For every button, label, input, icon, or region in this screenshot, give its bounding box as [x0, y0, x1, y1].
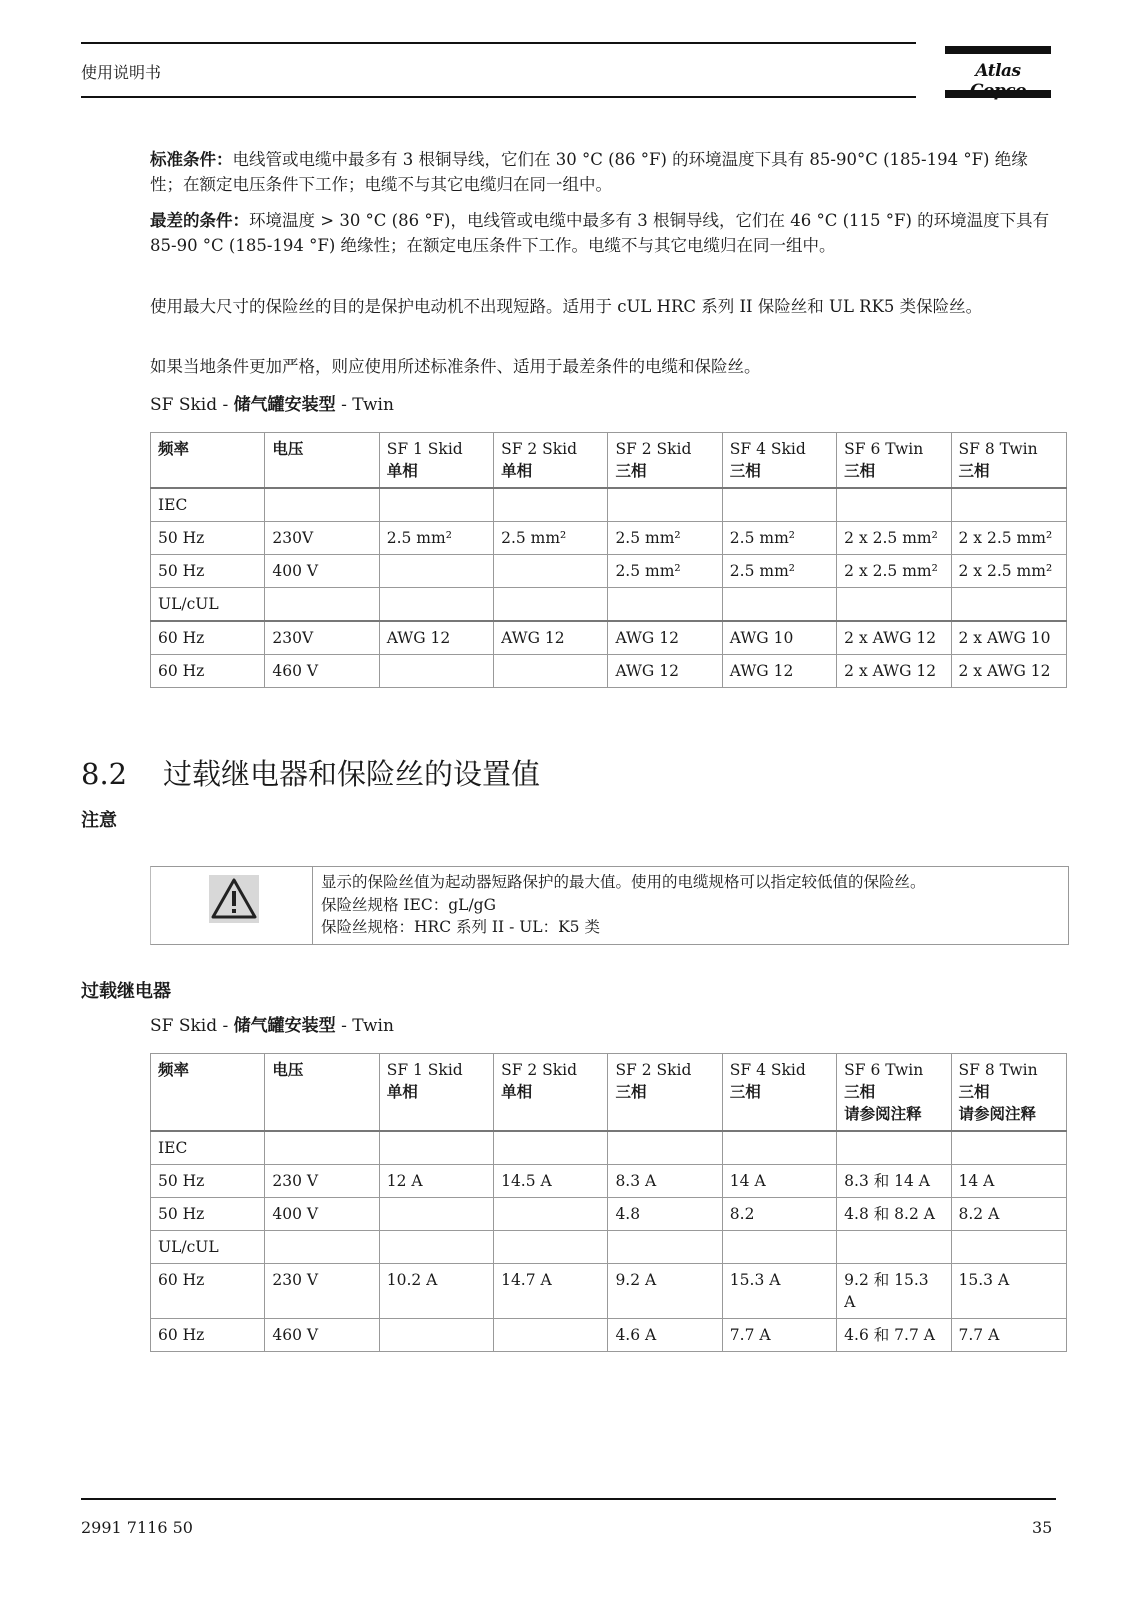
table-header-row	[151, 433, 1067, 489]
table-cell: 60 Hz	[151, 1264, 265, 1319]
table-cell: 8.3 A	[608, 1165, 722, 1198]
table-cell: 4.6 和 7.7 A	[837, 1319, 951, 1352]
table-cell: 2.5 mm²	[608, 555, 722, 588]
column-header-line: SF 4 Skid	[729, 1061, 806, 1079]
table-cell	[608, 488, 722, 522]
column-header-line: 频率	[158, 440, 190, 458]
standard-conditions-text: 电线管或电缆中最多有 3 根铜导线，它们在 30 °C (86 °F) 的环境温度下具有 85-90°C (185-194 °F) 绝缘性；在额定电压条件下工作；电缆不与其它电缆归在同一组中。	[150, 150, 1028, 194]
table-cell: 2 x 2.5 mm²	[951, 522, 1066, 555]
column-header-line: SF 8 Twin	[958, 1061, 1038, 1079]
worst-conditions-label: 最差的条件：	[150, 211, 249, 230]
table-row	[151, 522, 1067, 555]
table-cell: 4.6 A	[608, 1319, 722, 1352]
table-cell: 2 x AWG 12	[951, 655, 1066, 688]
table-cell	[265, 588, 379, 622]
table-cell: 230V	[265, 522, 379, 555]
table-cell	[608, 588, 722, 622]
table-row	[151, 588, 1067, 622]
table-cell	[608, 1131, 722, 1165]
table-cell: 7.7 A	[951, 1319, 1066, 1352]
notice-line: 保险丝规格：HRC 系列 II - UL：K5 类	[321, 918, 600, 936]
table-cell: 4.8	[608, 1198, 722, 1231]
table-cell: 10.2 A	[379, 1264, 493, 1319]
notice-text	[321, 871, 1061, 939]
table-cell: 460 V	[265, 655, 379, 688]
section-heading	[81, 752, 540, 793]
table-cell	[722, 488, 836, 522]
table-cell	[379, 655, 493, 688]
document-type-label: 使用说明书	[81, 63, 162, 82]
table-cell: 230 V	[265, 1264, 379, 1319]
column-header-line: 单相	[501, 1083, 533, 1101]
column-header-line: 三相	[844, 1083, 876, 1101]
notice-line: 保险丝规格 IEC：gL/gG	[321, 895, 496, 914]
table-cell	[494, 1319, 608, 1352]
section-title: 过载继电器和保险丝的设置值	[163, 757, 541, 791]
table-cell	[265, 1231, 379, 1264]
cable-size-table	[150, 432, 1067, 688]
column-header-line: SF 4 Skid	[729, 440, 806, 458]
table-row	[151, 1131, 1067, 1165]
table-cell: AWG 10	[722, 621, 836, 655]
standard-conditions-label: 标准条件：	[150, 150, 233, 169]
table-cell: 14 A	[951, 1165, 1066, 1198]
table-cell	[494, 655, 608, 688]
table-cell	[265, 1131, 379, 1165]
table-cell: 460 V	[265, 1319, 379, 1352]
table-cell	[837, 1231, 951, 1264]
table-cell	[494, 555, 608, 588]
table-cell	[494, 588, 608, 622]
table-cell: 2.5 mm²	[379, 522, 493, 555]
fuse-purpose-paragraph: 使用最大尺寸的保险丝的目的是保护电动机不出现短路。适用于 cUL HRC 系列 II 保险丝和 UL RK5 类保险丝。	[150, 297, 983, 316]
table-cell: AWG 12	[722, 655, 836, 688]
table-cell: 9.2 和 15.3 A	[837, 1264, 951, 1319]
table-row	[151, 488, 1067, 522]
table-cell: 15.3 A	[951, 1264, 1066, 1319]
table-cell	[722, 588, 836, 622]
table-cell: 2.5 mm²	[722, 522, 836, 555]
column-header-line: 三相	[844, 462, 876, 480]
table-cell	[951, 1231, 1066, 1264]
table-cell: 2.5 mm²	[722, 555, 836, 588]
column-header	[722, 433, 836, 489]
table-cell	[379, 1319, 493, 1352]
table-cell	[379, 488, 493, 522]
column-header-line: 三相	[729, 1083, 761, 1101]
column-header	[379, 433, 493, 489]
table-cell: 2.5 mm²	[494, 522, 608, 555]
table-cell: 4.8 和 8.2 A	[837, 1198, 951, 1231]
column-header-line: SF 2 Skid	[501, 440, 578, 458]
table-cell	[951, 1131, 1066, 1165]
cable-table-caption: SF Skid - 储气罐安装型 - Twin	[150, 395, 394, 415]
notice-box	[150, 866, 1069, 945]
column-header	[608, 1054, 722, 1132]
table-cell	[951, 488, 1066, 522]
worst-conditions-paragraph	[150, 208, 1060, 258]
column-header	[494, 1054, 608, 1132]
notice-line: 显示的保险丝值为起动器短路保护的最大值。使用的电缆规格可以指定较低值的保险丝。	[321, 873, 926, 891]
column-header	[951, 433, 1066, 489]
table-cell: 15.3 A	[722, 1264, 836, 1319]
table-row	[151, 1165, 1067, 1198]
table-cell	[722, 1231, 836, 1264]
table-cell	[837, 588, 951, 622]
table-cell: 8.2	[722, 1198, 836, 1231]
column-header-line: SF 2 Skid	[615, 440, 692, 458]
table-cell: 230V	[265, 621, 379, 655]
table-row	[151, 655, 1067, 688]
table-cell: AWG 12	[379, 621, 493, 655]
table-cell	[494, 1231, 608, 1264]
local-conditions-paragraph: 如果当地条件更加严格，则应使用所述标准条件、适用于最差条件的电缆和保险丝。	[150, 357, 761, 376]
notice-heading: 注意	[81, 810, 117, 831]
column-header-line: 单相	[386, 462, 418, 480]
column-header-line: 电压	[272, 1061, 304, 1079]
overload-relay-heading: 过载继电器	[81, 981, 171, 1002]
table-cell: AWG 12	[608, 655, 722, 688]
column-header-line: 三相	[729, 462, 761, 480]
column-header	[494, 433, 608, 489]
table-cell: 9.2 A	[608, 1264, 722, 1319]
table-row	[151, 1198, 1067, 1231]
table-cell: 50 Hz	[151, 1165, 265, 1198]
table-cell: 2 x AWG 10	[951, 621, 1066, 655]
overload-relay-table	[150, 1053, 1067, 1352]
column-header-line: 三相	[958, 462, 990, 480]
column-header	[265, 433, 379, 489]
table-cell: 50 Hz	[151, 1198, 265, 1231]
table-cell	[379, 588, 493, 622]
table-row	[151, 621, 1067, 655]
table-cell: IEC	[151, 1131, 265, 1165]
header-bottom-rule	[81, 96, 916, 98]
column-header	[151, 433, 265, 489]
table-cell: 400 V	[265, 555, 379, 588]
column-header-line: SF 8 Twin	[958, 440, 1038, 458]
table-cell: 14.5 A	[494, 1165, 608, 1198]
table-row	[151, 1264, 1067, 1319]
table-cell: AWG 12	[608, 621, 722, 655]
table-cell	[379, 1231, 493, 1264]
table-cell: 12 A	[379, 1165, 493, 1198]
table-cell	[379, 555, 493, 588]
table-cell: 60 Hz	[151, 621, 265, 655]
table-cell: 230 V	[265, 1165, 379, 1198]
atlas-copco-logo: Atlas	[945, 46, 1051, 100]
table-cell: 2 x AWG 12	[837, 621, 951, 655]
warning-triangle-icon	[209, 875, 259, 923]
table-cell: UL/cUL	[151, 588, 265, 622]
table-cell	[379, 1198, 493, 1231]
table-cell: IEC	[151, 488, 265, 522]
table-cell	[837, 488, 951, 522]
column-header-line: 三相	[615, 1083, 647, 1101]
table-cell: 8.3 和 14 A	[837, 1165, 951, 1198]
table-cell	[379, 1131, 493, 1165]
page-number: 35	[1032, 1518, 1053, 1537]
header-top-rule	[81, 42, 916, 44]
relay-table-caption: SF Skid - 储气罐安装型 - Twin	[150, 1016, 394, 1036]
table-cell: AWG 12	[494, 621, 608, 655]
table-cell: 14 A	[722, 1165, 836, 1198]
column-header	[722, 1054, 836, 1132]
table-cell: 2 x 2.5 mm²	[951, 555, 1066, 588]
table-cell: 400 V	[265, 1198, 379, 1231]
table-cell: 14.7 A	[494, 1264, 608, 1319]
table-row	[151, 555, 1067, 588]
column-header-line: SF 2 Skid	[615, 1061, 692, 1079]
table-cell: 2 x 2.5 mm²	[837, 555, 951, 588]
table-cell: 60 Hz	[151, 1319, 265, 1352]
column-header	[837, 433, 951, 489]
column-header-line: SF 6 Twin	[844, 440, 924, 458]
column-header-line: SF 1 Skid	[386, 440, 463, 458]
footer-rule	[81, 1498, 1056, 1500]
section-number: 8.2	[81, 757, 128, 791]
table-cell: 50 Hz	[151, 522, 265, 555]
table-cell	[837, 1131, 951, 1165]
column-header-line: 频率	[158, 1061, 190, 1079]
column-header	[608, 433, 722, 489]
column-header-line: 单相	[386, 1083, 418, 1101]
document-number: 2991 7116 50	[81, 1518, 193, 1537]
table-cell: UL/cUL	[151, 1231, 265, 1264]
column-header-line: 单相	[501, 462, 533, 480]
table-cell: 2 x AWG 12	[837, 655, 951, 688]
column-header-line: 电压	[272, 440, 304, 458]
table-cell	[494, 1198, 608, 1231]
table-cell: 8.2 A	[951, 1198, 1066, 1231]
table-cell: 2.5 mm²	[608, 522, 722, 555]
column-header	[951, 1054, 1066, 1132]
table-row	[151, 1319, 1067, 1352]
column-header	[379, 1054, 493, 1132]
column-header-line: 三相	[958, 1083, 990, 1101]
column-header-line: 请参阅注释	[958, 1105, 1037, 1123]
column-header-line: SF 6 Twin	[844, 1061, 924, 1079]
table-cell	[494, 488, 608, 522]
table-cell	[608, 1231, 722, 1264]
table-cell	[951, 588, 1066, 622]
table-header-row	[151, 1054, 1067, 1132]
table-cell: 60 Hz	[151, 655, 265, 688]
table-cell	[265, 488, 379, 522]
table-cell: 7.7 A	[722, 1319, 836, 1352]
table-cell: 50 Hz	[151, 555, 265, 588]
worst-conditions-text: 环境温度 > 30 °C (86 °F)，电线管或电缆中最多有 3 根铜导线，它们在 46 °C (115 °F) 的环境温度下具有 85-90 °C (185-194 °F) 绝缘性；在额定电压条件下工作。电缆不与其它电缆归在同一组中。	[150, 211, 1050, 255]
column-header-line: 请参阅注释	[844, 1105, 922, 1123]
column-header	[151, 1054, 265, 1132]
column-header-line: SF 1 Skid	[386, 1061, 463, 1079]
column-header-line: 三相	[615, 462, 647, 480]
column-header	[265, 1054, 379, 1132]
column-header-line: SF 2 Skid	[501, 1061, 578, 1079]
table-cell: 2 x 2.5 mm²	[837, 522, 951, 555]
column-header	[837, 1054, 951, 1132]
standard-conditions-paragraph	[150, 147, 1060, 197]
table-cell	[494, 1131, 608, 1165]
table-cell	[722, 1131, 836, 1165]
table-row	[151, 1231, 1067, 1264]
